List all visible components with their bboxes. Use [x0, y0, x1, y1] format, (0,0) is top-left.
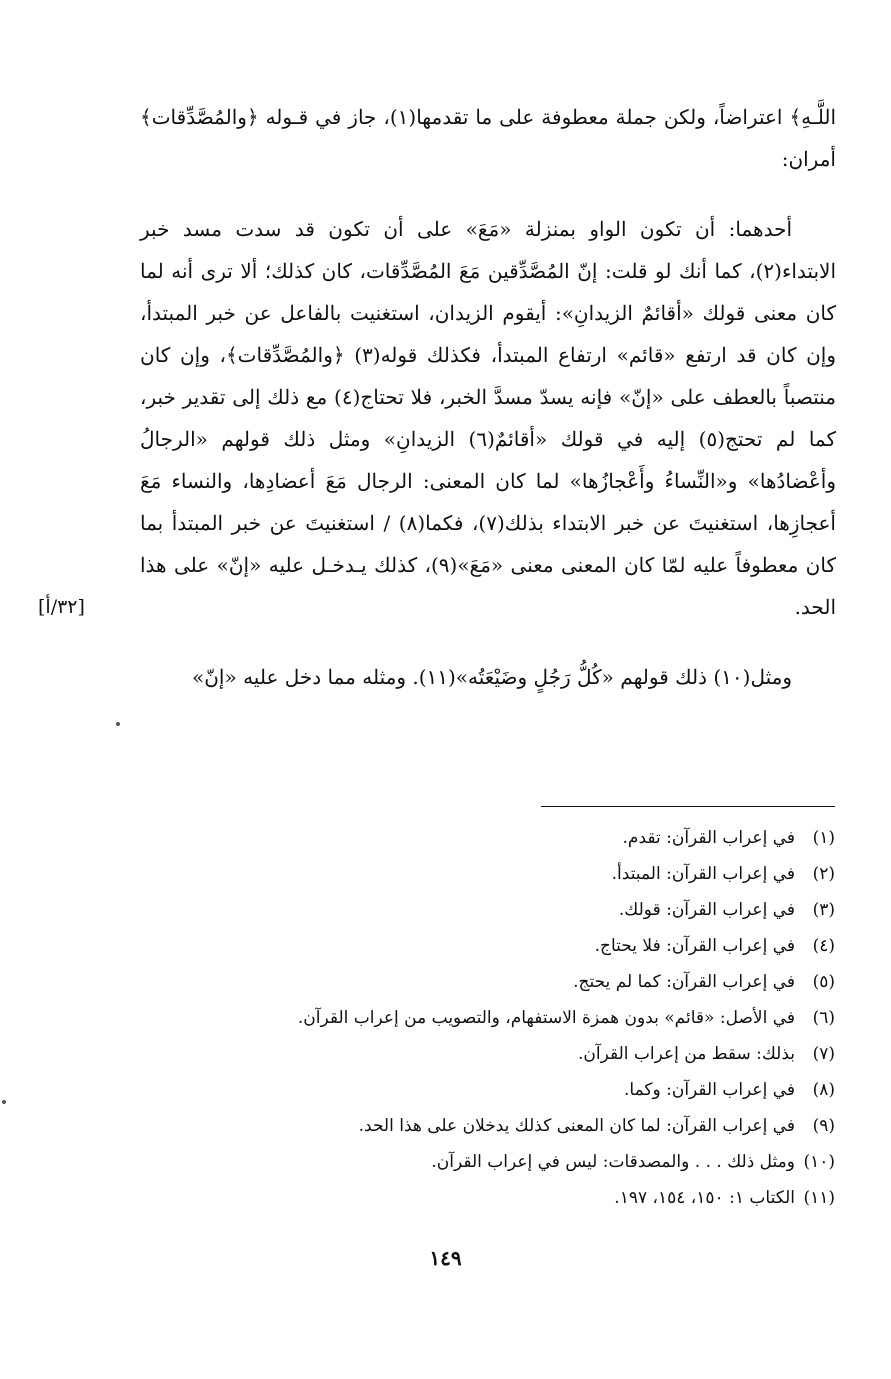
footnote-text: بذلك: سقط من إعراب القرآن.	[578, 1044, 795, 1064]
footnote-item	[115, 1036, 835, 1072]
footnote-text: في إعراب القرآن: قولك.	[618, 900, 795, 920]
scan-speck	[116, 722, 120, 726]
footnote-text: في إعراب القرآن: فلا يحتاج.	[594, 936, 795, 956]
footnote-number: (٤)	[812, 936, 835, 956]
main-text	[140, 96, 836, 698]
footnote-text: في إعراب القرآن: تقدم.	[622, 828, 795, 848]
footnote-text: في إعراب القرآن: وكما.	[623, 1080, 795, 1100]
footnote-text: في إعراب القرآن: كما لم يحتج.	[573, 972, 795, 992]
footnote-divider	[541, 806, 835, 807]
page-number: ١٤٩	[429, 1246, 462, 1270]
footnote-number: (٣)	[812, 900, 835, 920]
footnote-text: في الأصل: «قائم» بدون همزة الاستفهام، والتصويب من إعراب القرآن.	[297, 1008, 795, 1028]
paragraph-2: أحدهما: أن تكون الواو بمنزلة «مَعَ» على أن تكون قد سدت مسد خبر الابتداء(٢)، كما أنك لو قلت: إنّ المُصَّدِّقين مَعَ المُصَّدِّقات، كان كذلك؛ ألا ترى أنه لما كان معنى قولك «أقائمٌ الزيدانِ»: أيقوم الزيدان، استغنيت بالفاعل عن خبر المبتدأ، وإن كان قد ارتفع «قائم» ارتفاع المبتدأ، فكذلك قوله(٣) ﴿والمُصَّدِّقات﴾، وإن كان منتصباً بالعطف على «إنّ» فإنه يسدّ مسدَّ الخبر، فلا تحتاج(٤) مع ذلك إلى تقدير خبر، كما لم تحتج(٥) إليه في قولك «أقائمٌ(٦) الزيدانِ» ومثل ذلك قولهم «الرجالُ وأعْضادُها» و«النِّساءُ وأَعْجازُها» لما كان المعنى: الرجال مَعَ أعضادِها، والنساء مَعَ أعجازِها، استغنيتَ عن خبر الابتداء بذلك(٧)، فكما(٨) / استغنيتَ عن خبر المبتدأ بما كان معطوفاً عليه لمّا كان المعنى معنى «مَعَ»(٩)، كذلك يـدخـل عليه «إنّ» على هذا الحد.	[140, 217, 837, 619]
footnote-number: (٧)	[812, 1044, 835, 1064]
paragraph-3: ومثل(١٠) ذلك قولهم «كُلُّ رَجُلٍ وضَيْعَتُه»(١١). ومثله مما دخل عليه «إنّ»	[192, 665, 792, 689]
footnote-number: (٥)	[812, 972, 835, 992]
footnote-item	[115, 1180, 835, 1216]
footnote-item	[115, 1144, 835, 1180]
footnote-number: (٨)	[812, 1080, 835, 1100]
footnote-item	[115, 820, 835, 856]
footnote-item	[115, 964, 835, 1000]
footnote-item	[115, 928, 835, 964]
footnote-number: (٩)	[812, 1116, 835, 1136]
footnote-item	[115, 856, 835, 892]
footnotes-list	[115, 820, 835, 1216]
footnote-number: (١١)	[803, 1188, 835, 1208]
footnote-text: ومثل ذلك . . . والمصدقات: ليس في إعراب القرآن.	[431, 1152, 795, 1172]
paragraph-1: اللَّـهِ﴾ اعتراضاً، ولكن جملة معطوفة على ما تقدمها(١)، جاز في قـوله ﴿والمُصَّدِّقات﴾ أمران:	[140, 105, 837, 171]
footnote-number: (١)	[812, 828, 835, 848]
footnote-text: في إعراب القرآن: لما كان المعنى كذلك يدخلان على هذا الحد.	[358, 1116, 795, 1136]
footnote-text: في إعراب القرآن: المبتدأ.	[611, 864, 795, 884]
footnote-item	[115, 1108, 835, 1144]
footnote-item	[115, 892, 835, 928]
scan-speck	[2, 1100, 6, 1104]
footnote-text: الكتاب ١: ١٥٠، ١٥٤، ١٩٧.	[614, 1188, 795, 1208]
footnote-number: (١٠)	[803, 1152, 835, 1172]
footnote-item	[115, 1072, 835, 1108]
footnote-number: (٦)	[812, 1008, 835, 1028]
manuscript-folio-reference: [٣٢/أ]	[38, 596, 85, 618]
footnote-number: (٢)	[812, 864, 835, 884]
footnote-item	[115, 1000, 835, 1036]
